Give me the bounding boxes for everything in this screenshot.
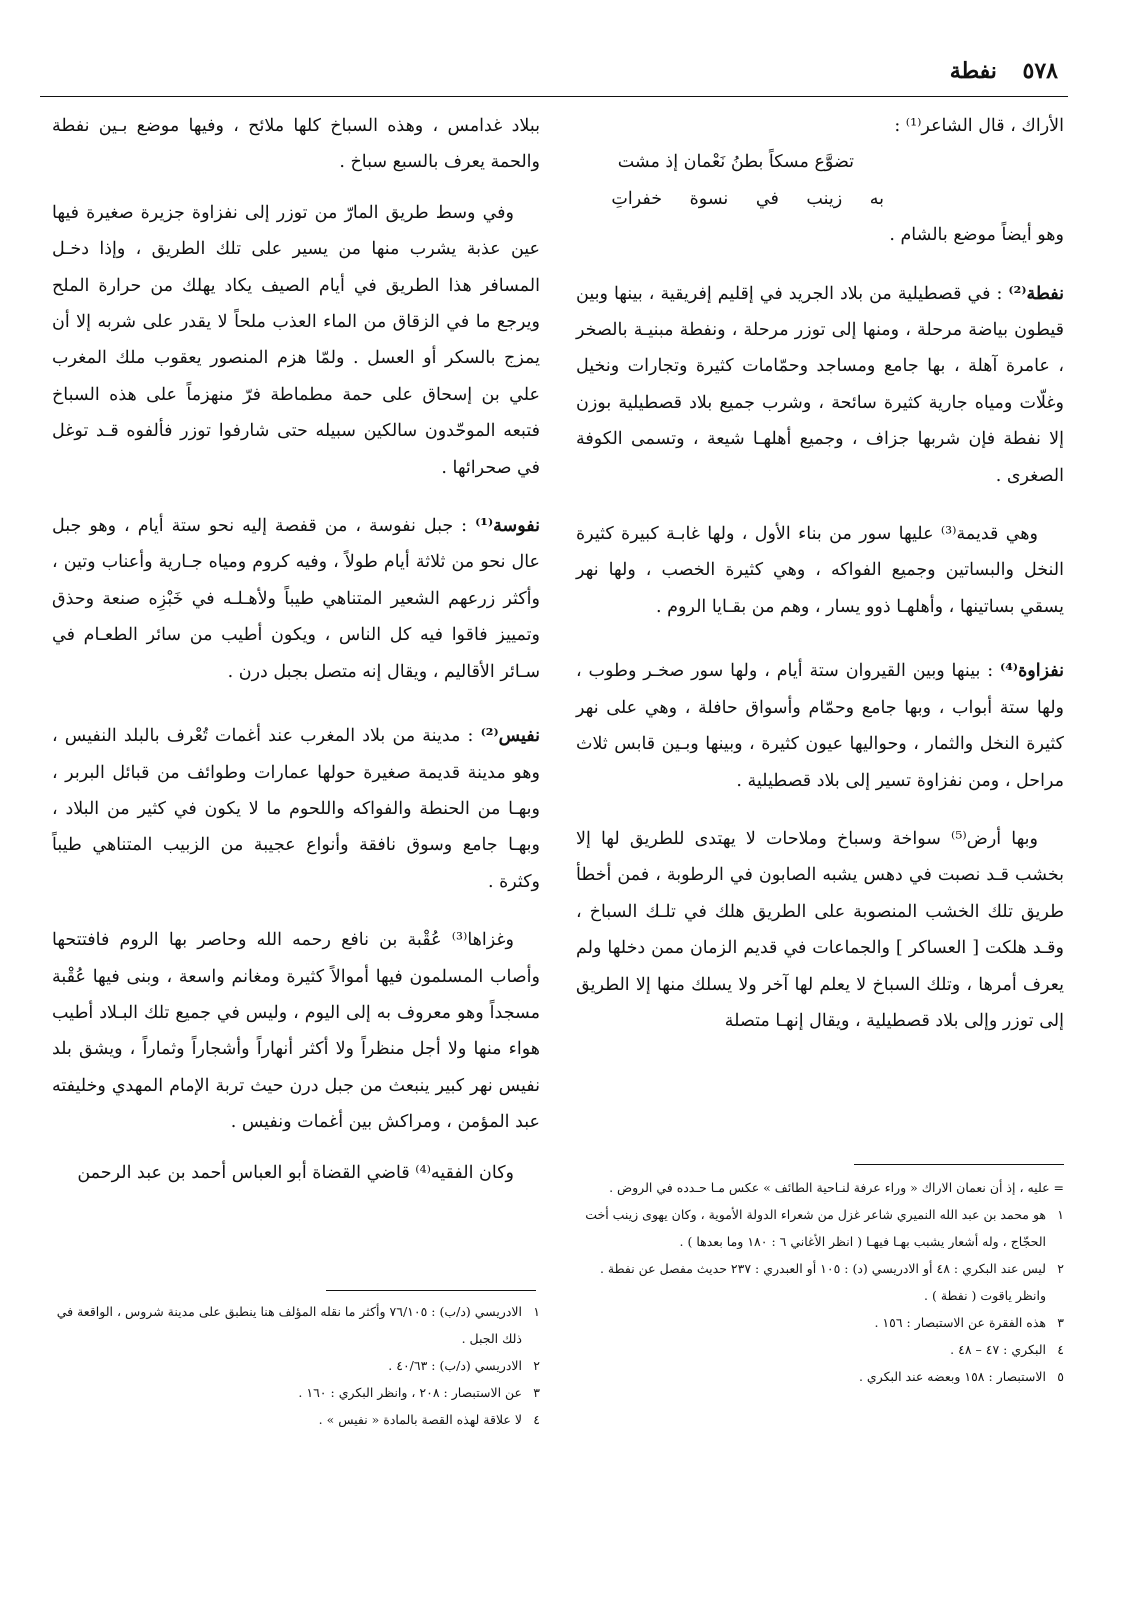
entry-nafta [576, 276, 1064, 494]
footnote-text: الاستبصار : ١٥٨ وبعضه عند البكري . [858, 1369, 1046, 1384]
footnote-number: ٣ [1057, 1315, 1064, 1330]
paragraph: وهي قديمة⁽³⁾ عليها سور من بناء الأول ، ولها غابـة كبيرة كثيرة النخل والبساتين وجميع الفواكه ، وهي كثيرة الخصب ، ولها نهر يسقي بساتينها ، وأهلهـا ذوو يسار ، وهم من بقـايا الروم . [576, 524, 1064, 617]
entry-nafusa [52, 508, 540, 690]
paragraph: وبها أرض⁽⁵⁾ سواخة وسباخ وملاحات لا يهتدى للطريق لها إلا بخشب قـد نصبت في دهس يشبه الصابون في الرطوبة ، فمن أخطأ طريق تلك الخشب المنصوبة على الطريق هلك في تلـك السباخ ، وقـد هلكت [ العساكر ] والجماعات في قديم الزمان ممن دخلها ولم يعرف أمرها ، وتلك السباخ لا يعلم لها آخر ولا يسلك منها إلا الطريق إلى توزر وإلى بلاد قصطيلية ، ويقال إنهـا متصلة [576, 828, 1064, 1031]
footnote-number: ١ [1057, 1207, 1064, 1222]
footnote-text: الادريسي (د/ب) : ٧٦/١٠٥ وأكثر ما نقله المؤلف هنا ينطبق على مدينة شروس ، الواقعة في ذلك الجبل . [56, 1304, 522, 1346]
paragraph: ببلاد غدامس ، وهذه السباخ كلها ملائح ، وفيها موضع بـين نفطة والحمة يعرف بالسبع سباخ . [52, 116, 540, 173]
left-column [52, 108, 540, 1191]
paragraph: وفي وسط طريق المارّ من توزر إلى نفزاوة جزيرة صغيرة فيها عين عذبة يشرب منها من يسير على تلك الطريق ، وإذا دخـل المسافر هذا الطريق في أيام الصيف يكاد يهلك من حرارة الملح ويرجع ما في الزقاق من الماء العذب ملحاً لا يقدر على شربه إلا أن يمزج بالسكر أو العسل . ولمّا هزم المنصور يعقوب ملك المغرب علي بن إسحاق على حمة مطماطة فرّ منهزماً على هذه السباخ فتبعه الموحّدون سالكين سبيله حتى شارفوا توزر فألفوه قـد توغل في صحرائها . [52, 202, 540, 478]
header-rule [40, 96, 1068, 97]
footnote [576, 1309, 1064, 1336]
footnote-rule [326, 1290, 536, 1291]
footnotes-left [52, 1298, 540, 1433]
entry-term: نفوسة⁽¹⁾ [475, 516, 540, 537]
footnote [52, 1406, 540, 1433]
footnote-number: ٥ [1057, 1369, 1064, 1384]
footnote-text: هو محمد بن عبد الله النميري شاعر غزل من شعراء الدولة الأموية ، وكان يهوى زينب أخت الحجّاج ، وله أشعار يشبب بهـا فيهـا ( انظر الأغاني ٦ : ١٨٠ وما بعدها ) . [585, 1207, 1046, 1249]
footnote-continuation: = عليه ، إذ أن نعمان الاراك « وراء عرفة لنـاحية الطائف » عكس مـا حـدده في الروض . [609, 1180, 1064, 1195]
footnote [52, 1352, 540, 1379]
page-number: ٥٧٨ [1022, 58, 1058, 84]
entry-term: نفيس⁽²⁾ [480, 726, 540, 747]
footnote [52, 1379, 540, 1406]
entry-text: : في قصطيلية من بلاد الجريد في إقليم إفريقية ، بينها وبين قيطون بياضة مرحلة ، ومنها إلى توزر مرحلة ، ونفطة مبنيـة بالصخر ، عامرة آهلة ، بها جامع ومساجد وحمّامات كثيرة وتجارات ونخيل وغلّات ومياه جارية كثيرة سائحة ، وشرب جميع بلاد قصطيلية بوزن إلا نفطة فإن شربها جزاف ، وجميع أهلهـا شيعة ، وتسمى الكوفة الصغرى . [576, 283, 1064, 486]
verse-line: تضوَّع مسكاً بطنُ نَعْمان إذ مشت [617, 152, 854, 173]
footnote-text: البكري : ٤٧ – ٤٨ . [950, 1342, 1046, 1357]
footnote-number: ٣ [533, 1385, 540, 1400]
footnote-text: ليس عند البكري : ٤٨ أو الادريسي (د) : ١٠٥ أو العبدري : ٢٣٧ حديث مفصل عن نفطة . وانظر ياقوت ( نفطة ) . [599, 1261, 1046, 1303]
footnote [576, 1363, 1064, 1390]
entry-term: نفطة⁽²⁾ [1008, 283, 1064, 304]
footnote-number: ١ [533, 1304, 540, 1319]
footnote-number: ٢ [533, 1358, 540, 1373]
footnote-text: هذه الفقرة عن الاستبصار : ١٥٦ . [874, 1315, 1046, 1330]
entry-text: : بينها وبين القيروان ستة أيام ، ولها سور صخـر وطوب ، ولها ستة أبواب ، وبها جامع وحمّام وأسواق حافلة ، وهي على نهر كثيرة النخل والثمار ، وحواليها عيون كثيرة ، وبينها وبـين قابس ثلاث مراحل ، ومن نفزاوة تسير إلى بلاد قصطيلية . [576, 661, 1064, 791]
entry-text: : مدينة من بلاد المغرب عند أغمات تُعْرف بالبلد النفيس ، وهو مدينة قديمة صغيرة حولها عمارات وطوائف من قبائل البربر ، وبهـا من الحنطة والفواكه واللحوم ما لا يكون في كثير من البلاد ، وبهـا جامع وسوق نافقة وأنواع عجيبة من الزبيب المتناهي طيباً وكثرة . [52, 726, 540, 892]
footnote [576, 1201, 1064, 1255]
entry-nafzawa [576, 653, 1064, 799]
entry-text: : جبل نفوسة ، من قفصة إليه نحو ستة أيام ، وهو جبل عال نحو من ثلاثة أيام طولاً ، وفيه كروم ومياه جـارية وأعناب وتين ، وأكثر زرعهم الشعير المتناهي طيباً ولأهـلـه في خَبْزِه صنعة وحذق وتمييز فاقوا فيه كل الناس ، ويكون أطيب من سائر الطعـام في سـائر الأقاليم ، ويقال إنه متصل بجبل درن . [52, 516, 540, 682]
footnote-text: الادريسي (د/ب) : ٤٠/٦٣ . [388, 1358, 522, 1373]
running-title: نفطة [949, 58, 997, 84]
paragraph: الأراك ، قال الشاعر⁽¹⁾ : [894, 116, 1064, 136]
footnote-text: لا علاقة لهذه القصة بالمادة « نفيس » . [318, 1412, 522, 1427]
footnote [576, 1336, 1064, 1363]
footnote-rule [854, 1164, 1064, 1165]
footnote [52, 1298, 540, 1352]
paragraph: وهو أيضاً موضع بالشام . [889, 225, 1064, 246]
footnotes-right [576, 1174, 1064, 1390]
right-column [576, 108, 1064, 1039]
entry-nafis [52, 718, 540, 900]
footnote [576, 1255, 1064, 1309]
footnote-number: ٢ [1057, 1261, 1064, 1276]
paragraph: وغزاها⁽³⁾ عُقْبة بن نافع رحمه الله وحاصر بها الروم فافتتحها وأصاب المسلمون فيها أموالاً كثيرة ومغانم واسعة ، وبنى فيها عُقْبة مسجداً وهو معروف به إلى اليوم ، وليس في جميع تلك البـلاد أطيب هواء منها ولا أجل منظراً ولا أكثر أنهاراً وأشجاراً وثماراً ، ويشق بلد نفيس نهر كبير ينبعث من جبل درن حيث تربة الإمام المهدي وخليفته عبد المؤمن ، ومراكش بين أغمات ونفيس . [52, 930, 540, 1133]
paragraph: وكان الفقيه⁽⁴⁾ قاضي القضاة أبو العباس أحمد بن عبد الرحمن [77, 1162, 514, 1183]
footnote-number: ٤ [1057, 1342, 1064, 1357]
entry-term: نفزاوة⁽⁴⁾ [1000, 661, 1064, 682]
footnote-number: ٤ [533, 1412, 540, 1427]
running-header [40, 58, 1058, 92]
verse-line: به زينب في نسوة خفراتِ [611, 188, 884, 209]
footnote-text: عن الاستبصار : ٢٠٨ ، وانظر البكري : ١٦٠ . [298, 1385, 522, 1400]
